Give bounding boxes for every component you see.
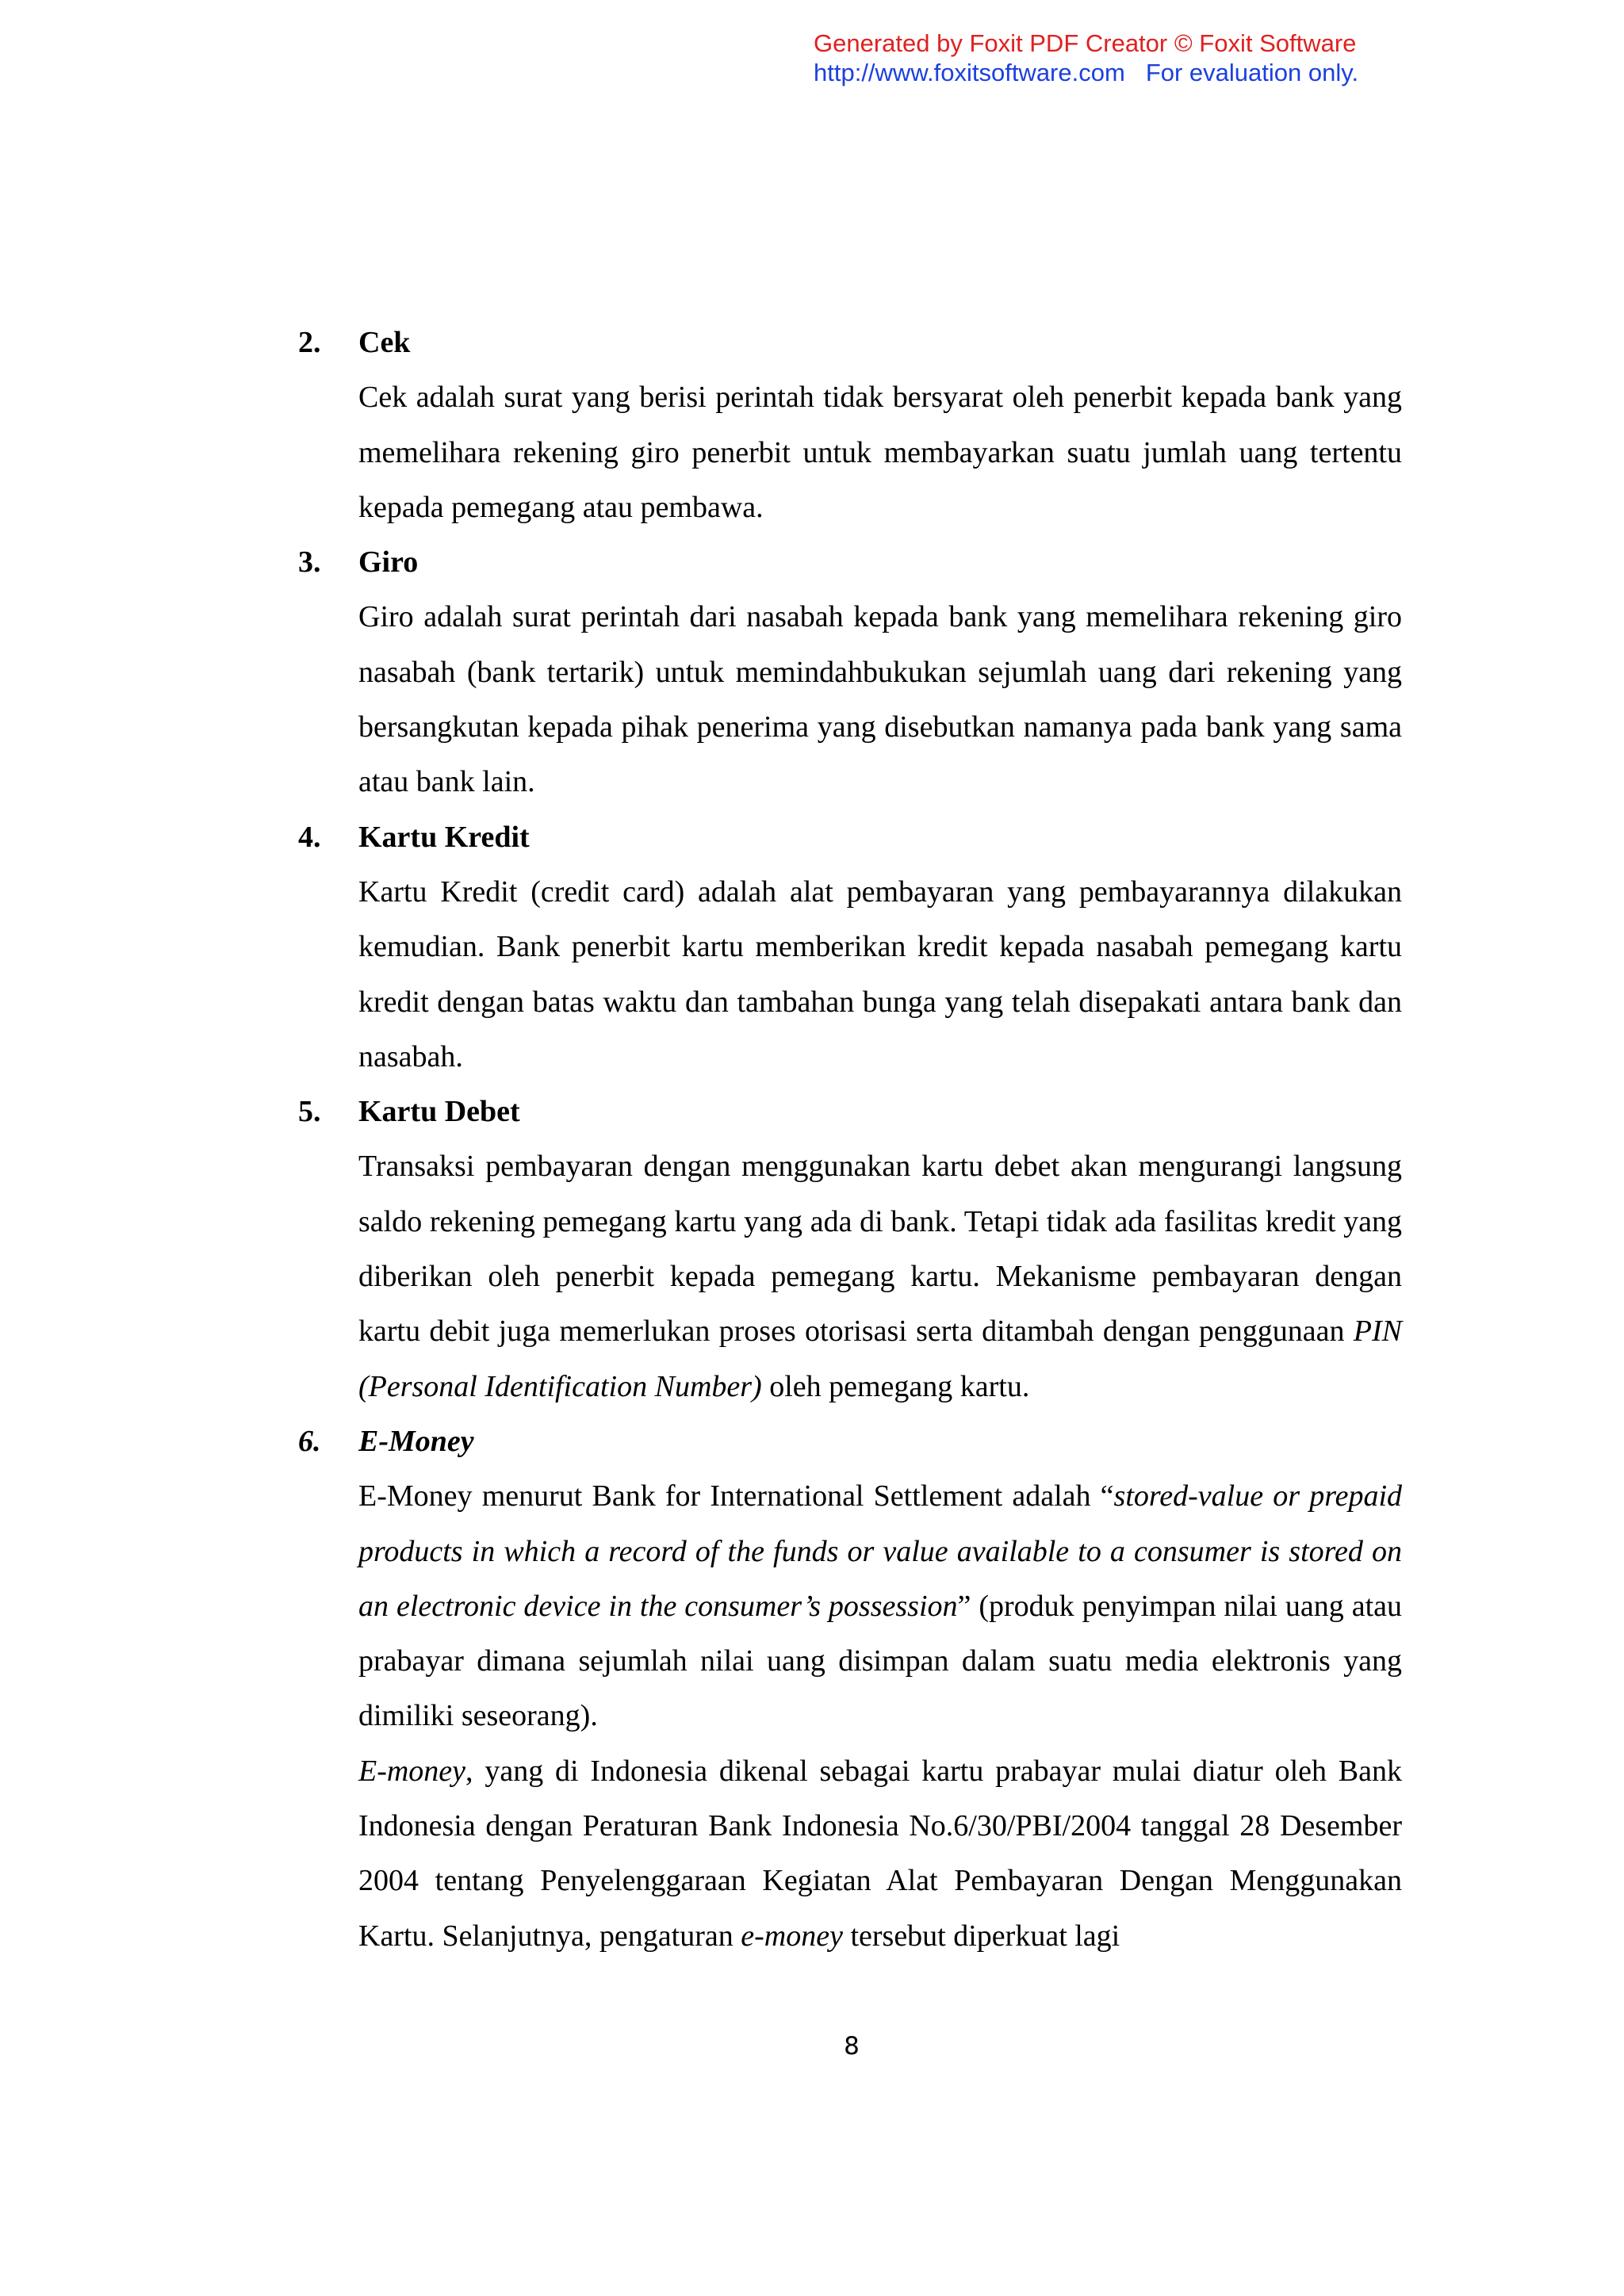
item-body xyxy=(358,1139,1402,1414)
foxit-watermark xyxy=(814,29,1416,87)
watermark-url[interactable]: http://www.foxitsoftware.com xyxy=(814,59,1125,86)
text-run: E-Money menurut Bank for International Settlement adalah “ xyxy=(358,1479,1114,1513)
item-body xyxy=(358,370,1402,535)
list-item-giro xyxy=(298,535,1402,809)
list-item-kartu-kredit xyxy=(298,810,1402,1085)
item-body xyxy=(358,590,1402,809)
item-title: Kartu Kredit xyxy=(358,820,530,854)
page-number: 8 xyxy=(844,2032,860,2061)
italic-term-e-money: e-money xyxy=(741,1919,843,1953)
text-run: ” (produk penyimpan nilai uang atau prabayar dimana sejumlah nilai uang disimpan dalam suatu media elektronis yang dimiliki seseorang). xyxy=(358,1589,1402,1733)
text-run: tersebut diperkuat lagi xyxy=(842,1919,1120,1953)
italic-quote: stored-value or prepaid products in which a record of the funds or value available to a consumer is stored on an electronic device in the consumer’s possession xyxy=(358,1479,1403,1623)
item-number: 3. xyxy=(298,545,321,580)
item-number: 4. xyxy=(298,820,321,854)
text-run: Transaksi pembayaran dengan menggunakan kartu debet akan mengurangi langsung saldo rekening pemegang kartu yang ada di bank. Tetapi tidak ada fasilitas kredit yang diberikan oleh penerbit kepada pemegang kartu. Mekanisme pembayaran dengan kartu debit juga memerlukan proses otorisasi serta ditambah dengan penggunaan xyxy=(358,1150,1402,1349)
item-number: 2. xyxy=(298,326,321,359)
item-heading xyxy=(298,810,1402,865)
item-number: 6. xyxy=(298,1424,321,1458)
item-title: Cek xyxy=(358,326,411,359)
list-item-e-money xyxy=(298,1414,1402,1964)
item-heading xyxy=(298,1414,1402,1469)
list-item-cek xyxy=(298,316,1402,535)
paragraph xyxy=(358,1744,1402,1964)
paragraph xyxy=(358,1139,1402,1414)
item-body xyxy=(358,1469,1402,1964)
watermark-line1: Generated by Foxit PDF Creator © Foxit Software xyxy=(814,29,1357,57)
item-title: Giro xyxy=(358,545,419,580)
text-run: , yang di Indonesia dikenal sebagai kartu prabayar mulai diatur oleh Bank Indonesia dengan Peraturan Bank Indonesia No.6/30/PBI/2004 tanggal 28 Desember 2004 tentang Penyelenggaraan Kegiatan Alat Pembayaran Dengan Menggunakan Kartu. Selanjutnya, pengaturan xyxy=(358,1754,1402,1953)
document-body xyxy=(298,316,1402,1964)
watermark-line2 xyxy=(814,58,1416,87)
item-title: E-Money xyxy=(358,1424,474,1458)
paragraph: Cek adalah surat yang berisi perintah tidak bersyarat oleh penerbit kepada bank yang memelihara rekening giro penerbit untuk membayarkan suatu jumlah uang tertentu kepada pemegang atau pembawa. xyxy=(358,381,1402,524)
list-item-kartu-debet xyxy=(298,1085,1402,1414)
italic-term-pin: PIN (Personal Identification Number) xyxy=(358,1314,1402,1403)
item-title: Kartu Debet xyxy=(358,1095,520,1129)
paragraph: Giro adalah surat perintah dari nasabah kepada bank yang memelihara rekening giro nasabah (bank tertarik) untuk memindahbukukan sejumlah uang dari rekening yang bersangkutan kepada pihak penerima yang disebutkan namanya pada bank yang sama atau bank lain. xyxy=(358,600,1402,799)
item-body xyxy=(358,865,1402,1085)
paragraph xyxy=(358,1469,1402,1743)
paragraph: Kartu Kredit (credit card) adalah alat pembayaran yang pembayarannya dilakukan kemudian. Bank penerbit kartu memberikan kredit kepada nasabah pemegang kartu kredit dengan batas waktu dan tambahan bunga yang telah disepakati antara bank dan nasabah. xyxy=(358,874,1402,1073)
watermark-note: For evaluation only. xyxy=(1145,59,1359,86)
item-heading xyxy=(298,316,1402,370)
item-heading xyxy=(298,1085,1402,1139)
item-number: 5. xyxy=(298,1095,321,1129)
item-heading xyxy=(298,535,1402,590)
text-run: oleh pemegang kartu. xyxy=(761,1369,1030,1403)
italic-term-e-money: E-money xyxy=(358,1754,466,1788)
